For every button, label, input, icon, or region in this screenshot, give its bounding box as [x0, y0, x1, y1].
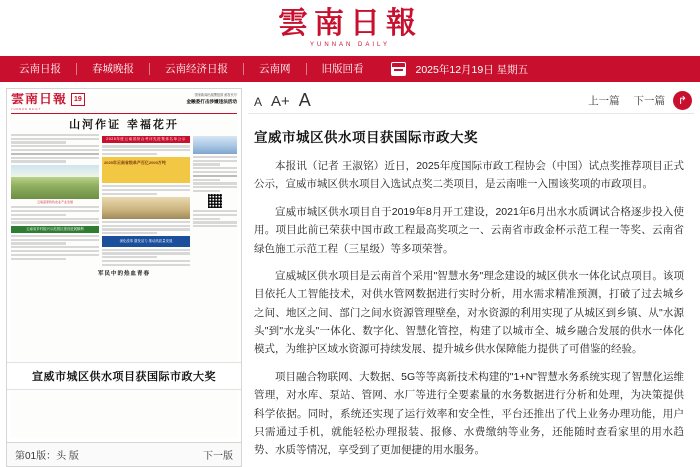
preview-photo-sky — [193, 136, 237, 154]
page-preview-pane — [6, 88, 242, 467]
current-date-label: 2025年12月19日 星期五 — [415, 63, 529, 76]
article-paragraph: 项目融合物联网、大数据、5G等等离新技术构建的"1+N"智慧水务系统实现了智慧化运维管理，对水库、泵站、管网、水厂等进行全要素量的水务数据进行分析和处理，为决策提供科学依据。同时，系统还实现了运行效率和安全性，平台还推出了代上业务办理功能，用户只需通过手机，就能轻松办理报装、报修、水费缴纳等业务，还能随时查看家里的用水趋势、水质等情况，享受到了更加便捷的用水服务。 — [254, 370, 684, 457]
preview-logo-en: YUNNAN DAILY — [11, 108, 42, 111]
font-size-small-button[interactable]: A — [254, 95, 263, 109]
preview-column-3 — [193, 134, 237, 268]
page-nav-bar — [6, 443, 242, 467]
font-size-controls — [254, 90, 311, 111]
preview-column-2 — [102, 134, 190, 268]
font-size-medium-button[interactable]: A+ — [271, 93, 290, 110]
nav-divider — [243, 63, 244, 75]
logo-text-cn: 雲南日報 — [278, 5, 422, 41]
preview-footer-title: 军民中的热血青春 — [97, 270, 150, 277]
masthead — [0, 0, 700, 56]
logo-text-en: YUNNAN DAILY — [310, 41, 390, 48]
preview-logo-cn: 雲南日報 — [11, 93, 68, 107]
preview-qr-code — [208, 194, 222, 208]
preview-top-note — [186, 93, 237, 105]
preview-top-headline: 金融委打击涉嫌违法活动 — [186, 99, 237, 105]
preview-column-1 — [11, 134, 99, 268]
preview-main-headline: 山河作证 幸福花开 — [69, 118, 179, 132]
nav-yunnan-daily[interactable]: 云南日报 — [19, 63, 61, 75]
nav-old-version[interactable]: 旧版回看 — [321, 63, 364, 75]
preview-top-note-text: 国家新闻出版署批准 邮发代号 — [194, 93, 237, 97]
nav-divider — [149, 63, 150, 75]
content-area — [0, 82, 700, 467]
preview-photo-caption: 云南高原特色农业产业发展 — [36, 199, 73, 204]
article-pane — [248, 88, 694, 467]
nav-yunnan-economic-daily[interactable]: 云南经济日报 — [165, 63, 228, 75]
article-body — [248, 114, 694, 467]
current-page-label[interactable]: 第01版：头 版 — [15, 451, 79, 462]
article-paragraph: 本报讯（记者 王淑铭）近日，2025年度国际市政工程协会（中国）试点奖推荐项目正式公示，宣威市城区供水项目入选试点奖二类项目，是云南唯一入围该奖项的市政项目。 — [254, 160, 684, 191]
preview-blue-box: 深化改革 激发活力 推动高质量发展 — [102, 236, 190, 246]
main-navigation — [0, 56, 700, 82]
nav-chuncheng-evening[interactable]: 春城晚报 — [92, 63, 134, 75]
preview-masthead — [11, 93, 237, 114]
article-toolbar — [248, 88, 694, 114]
nav-divider — [76, 63, 77, 75]
preview-columns — [11, 134, 237, 268]
preview-article-title-overlay[interactable]: 宣威市城区供水项目获国际市政大奖 — [7, 362, 241, 390]
prev-article-link[interactable]: 上一篇 — [588, 95, 620, 107]
article-paragraph: 宣威市城区供水项目自于2019年8月开工建设，2021年6月出水水质调试合格逐步投入使用。项目此前已荣获中国市政工程最高奖项之一、云南省市政金杯示范工程一等奖、云南省绿色施工示范工程（三星级）等多项荣誉。 — [254, 205, 684, 255]
nav-divider — [306, 63, 307, 75]
calendar-icon[interactable] — [391, 62, 406, 76]
preview-date-day: 19 — [74, 96, 82, 103]
site-logo[interactable] — [278, 5, 422, 48]
preview-photo-landscape — [11, 165, 99, 199]
article-prev-next-links[interactable] — [588, 93, 665, 108]
preview-yellow-box — [102, 157, 190, 183]
preview-date-box — [71, 93, 85, 106]
next-article-link[interactable]: 下一篇 — [633, 95, 665, 107]
share-arrow-icon[interactable]: ↱ — [673, 91, 692, 110]
preview-green-bar: 云南省乡村振兴示范园区建设进展顺利 — [11, 226, 99, 233]
preview-photo-field — [102, 197, 190, 219]
font-size-large-button[interactable]: A — [298, 90, 311, 110]
preview-yellow-text: 2025年云南省级单产百亿2000万吨 — [104, 160, 166, 166]
article-title: 宣威市城区供水项目获国际市政大奖 — [254, 130, 478, 145]
article-paragraph: 宣威城区供水项目是云南首个采用"智慧水务"理念建设的城区供水一体化试点项目。该项目依托人工智能技术，对供水管网数据进行实时分析，用水需求精准预测，打破了过去城乡之间、地区之间、部门之间水资源管理壁垒，对水资源的利用实现了从城区到乡镇、从"水源头"到"水龙头"一体化、数字化、智慧化管控，构建了以城市全、城乡融合发展的供水一体化模式，为维护区域水资源可持续发展、提升城乡供水保障能力提供了可借鉴的经验。 — [254, 269, 684, 356]
nav-yunnan-net[interactable]: 云南网 — [259, 63, 291, 75]
preview-red-bar: 2025年度云南省综合考评先进集体名单公示 — [102, 136, 190, 143]
next-page-link[interactable]: 下一版 — [203, 451, 233, 462]
newspaper-page-image[interactable] — [6, 88, 242, 443]
